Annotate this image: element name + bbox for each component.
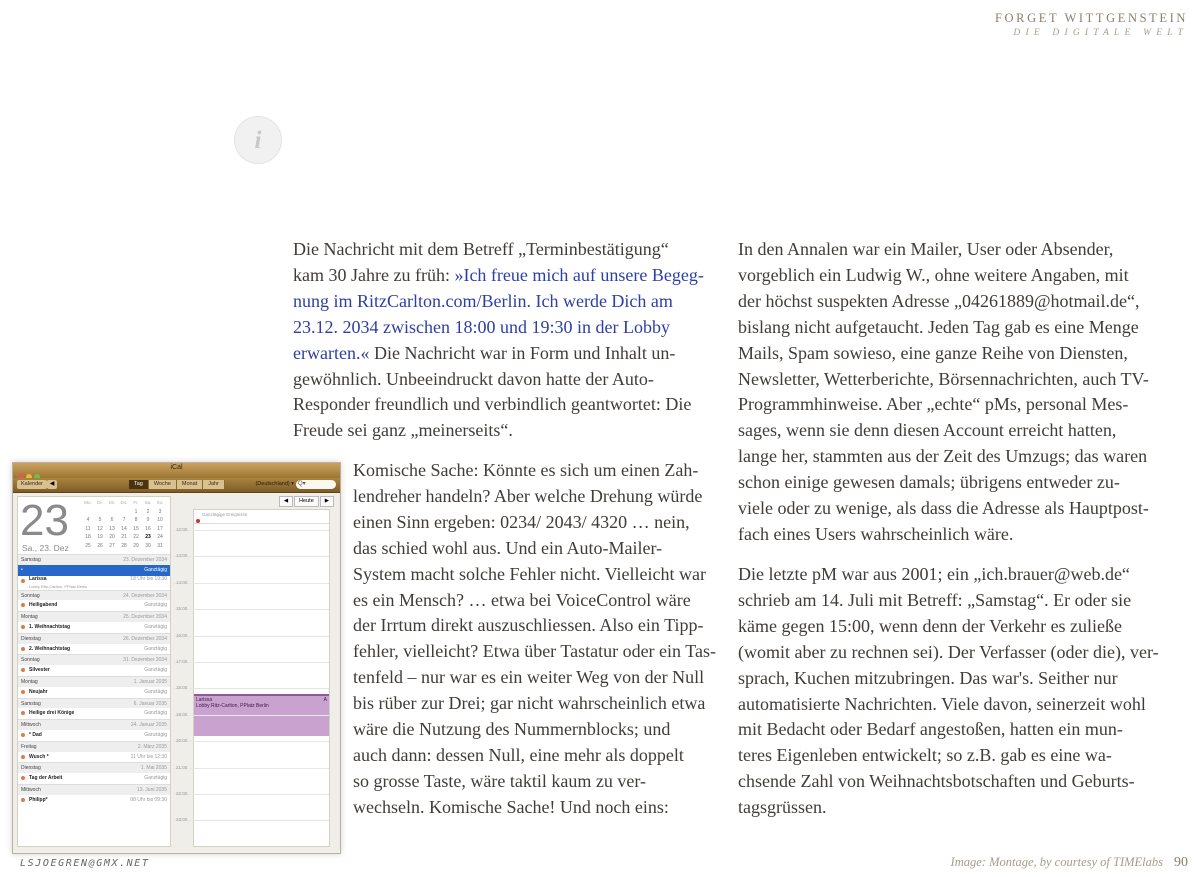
mini-calendar-day: 8 — [134, 517, 138, 524]
all-day-section — [194, 510, 329, 524]
event-date: 13. Juni 2035 — [136, 786, 167, 793]
event-date: Ganztägig — [144, 667, 167, 674]
mini-calendar-day: 19 — [97, 534, 103, 541]
mini-calendar-day: 17 — [157, 525, 163, 532]
weekday-label: Fr. — [133, 500, 139, 505]
hour-line — [174, 685, 329, 691]
mini-calendar-day: 20 — [109, 534, 115, 541]
event-day-header — [18, 676, 170, 687]
event-date: 25. Dezember 2034 — [123, 614, 167, 621]
event-row — [18, 795, 170, 806]
event-date: Ganztägig — [144, 710, 167, 717]
mini-calendar-day: 2 — [146, 508, 150, 515]
view-button-woche: Woche — [149, 480, 177, 489]
mini-calendar-day: 1 — [134, 508, 138, 515]
event-label: 2. Weihnachtstag — [29, 645, 71, 652]
event-day-header — [18, 762, 170, 773]
mini-calendar-day: 15 — [133, 525, 139, 532]
hour-label: 15:00 — [176, 606, 188, 612]
hour-label: 22:00 — [176, 791, 188, 796]
ical-day-panel — [173, 496, 336, 847]
hour-line — [174, 711, 329, 717]
event-row — [18, 600, 170, 611]
event-label: Heilige drei Könige — [29, 710, 75, 717]
hour-label: 17:00 — [176, 659, 188, 664]
event-label: Samstag — [21, 700, 41, 707]
hour-line — [174, 579, 329, 585]
mini-calendar-day: 10 — [157, 517, 163, 524]
view-button-monat: Monat — [177, 480, 203, 489]
event-day-header — [18, 698, 170, 709]
mini-calendar-week — [82, 508, 166, 517]
event-date: Ganztägig — [144, 645, 167, 652]
mini-calendar-day: 31 — [157, 542, 163, 549]
event-day-header — [18, 784, 170, 795]
big-date: 23 — [20, 496, 69, 545]
mini-calendar-day: 29 — [133, 542, 139, 549]
event-date: Ganztägig — [144, 602, 167, 609]
calendars-button: Kalender — [17, 480, 47, 489]
hour-label: 13:00 — [176, 553, 188, 559]
mini-calendar-week — [82, 533, 166, 542]
mini-calendar-day: 25 — [85, 542, 91, 549]
ical-titlebar — [13, 463, 340, 478]
event-date: 1. Januar 2035 — [133, 678, 167, 685]
paragraph-1-start: Die Nachricht mit dem Betreff „Terminbestätigung“ kam 30 Jahre zu früh: — [293, 239, 669, 285]
event-label: Dienstag — [21, 765, 41, 772]
event-bullet-icon — [21, 647, 25, 651]
author-email: LSJOEGREN@GMX.NET — [20, 858, 150, 869]
weekday-label: Do. — [120, 500, 128, 505]
hour-label: 12:00 — [176, 527, 188, 532]
hour-label: 18:00 — [176, 685, 188, 691]
event-label: • — [21, 566, 23, 573]
mini-calendar-day — [118, 508, 130, 517]
info-icon[interactable]: i — [234, 116, 282, 164]
weekday-label: Sa. — [144, 500, 152, 505]
event-label: Tag der Arbeit — [29, 775, 63, 782]
hour-line — [174, 553, 329, 559]
paragraph-3: In den Annalen war ein Mailer, User oder Absender, vorgeblich ein Ludwig W., ohne weitere Angaben, mit der höchst suspekten Adresse „04261889@hotmail.de“, bislang nicht aufgetaucht. Jeden Tag gab es eine Menge Mails, Spam sowieso, eine ganze Reihe von Diensten, Newsletter, Wetterberichte, Börsennachrichten, auch TV- Programmhinweise. Aber „echte“ pMs, personal Mes- sages, wenn sie denn diesen Account erreicht hatten, lange her, stammten aus der Zeit des Umzugs; das waren schon einige gewesen damals; übrigens entweder zu- viele oder zu wenige, als dass die Adresse als Hauptpost- fach eines Users wahrscheinlich wäre. — [738, 239, 1149, 544]
event-date: 18 Uhr bis 19:30 — [130, 575, 167, 582]
event-day-header — [18, 741, 170, 752]
event-date: Ganztägig — [144, 775, 167, 782]
event-day-header — [18, 633, 170, 644]
event-dot-icon — [196, 519, 200, 523]
mini-calendar — [82, 499, 166, 551]
mini-calendar-day — [82, 508, 94, 517]
event-day-header — [18, 654, 170, 665]
hour-line — [174, 659, 329, 664]
event-bullet-icon — [21, 755, 25, 759]
search-field: Q▾ — [296, 480, 336, 489]
mini-calendar-day: 21 — [121, 534, 127, 541]
event-location: Lobby Ritz-Carlton, PPlatz Berlin — [29, 583, 88, 589]
event-label: Wusch * — [29, 753, 49, 760]
mini-calendar-day: 9 — [146, 517, 150, 524]
hour-label: 20:00 — [176, 738, 188, 744]
weekday-label: Mo. — [84, 500, 92, 505]
mini-calendar-day: 24 — [157, 534, 163, 541]
mini-calendar-day: 28 — [121, 542, 127, 549]
hour-line — [174, 791, 329, 796]
event-label: Dienstag — [21, 635, 41, 642]
event-day-header — [18, 611, 170, 622]
event-bullet-icon — [21, 798, 25, 802]
event-label: Mittwoch — [21, 786, 41, 793]
event-bullet-icon — [21, 776, 25, 780]
weekday-label: Mi. — [109, 500, 115, 505]
mini-calendar-day: 16 — [145, 525, 151, 532]
view-button-jahr: Jahr — [203, 480, 225, 489]
event-label: Heiligabend — [29, 602, 58, 609]
event-label: Mittwoch — [21, 722, 41, 729]
book-subtitle: DIE DIGITALE WELT — [1013, 28, 1188, 38]
event-date: 23. Dezember 2034 — [123, 557, 167, 563]
appointment-location: Lobby Ritz-Carlton, PPlatz Berlin — [196, 703, 269, 709]
event-label: Sonntag — [21, 592, 40, 599]
event-label: Freitag — [21, 743, 37, 750]
hour-line — [174, 738, 329, 744]
hour-label: 23:00 — [176, 817, 188, 823]
hour-line — [174, 764, 329, 770]
event-date: 24. Januar 2035 — [130, 722, 167, 729]
hour-label: 14:00 — [176, 579, 188, 585]
event-label: 1. Weihnachtstag — [29, 623, 71, 630]
day-navigation — [278, 496, 334, 507]
image-credit: Image: Montage, by courtesy of TIMElabs — [950, 855, 1163, 869]
event-row — [18, 752, 170, 763]
event-date: 2. März 2035 — [137, 743, 167, 750]
mini-calendar-day: 12 — [97, 525, 103, 532]
next-day-icon: ▶ — [320, 496, 334, 507]
mini-calendar-day: 7 — [122, 517, 126, 524]
mini-calendar-day: 5 — [98, 517, 102, 524]
event-day-header — [18, 719, 170, 730]
event-date: 08 Uhr bis 09:30 — [130, 796, 167, 803]
all-day-label: Ganztägige Ereignisse — [202, 512, 248, 517]
appointment-mark: A — [323, 697, 327, 703]
mini-calendar-header — [82, 499, 166, 508]
event-label: Samstag — [21, 557, 41, 563]
event-date: Ganztägig — [144, 623, 167, 630]
event-row — [18, 644, 170, 655]
hour-line — [174, 817, 329, 823]
event-row — [18, 773, 170, 784]
event-row — [18, 576, 170, 590]
mini-calendar-day — [94, 508, 106, 517]
event-row — [18, 730, 170, 741]
event-date: 1. Mai 2035 — [140, 765, 167, 772]
paragraph-4: Die letzte pM war aus 2001; ein „ich.brauer@web.de“ schrieb am 14. Juli mit Betreff: „Samstag“. Er oder sie käme gegen 15:00, wenn denn der Verkehr es zuließe (womit aber zu rechnen sei). Der Verfasser (oder die), ver- sprach, Kuchen mitzubringen. Das war's. Seither nur automatisierte Nachrichten. Viele davon, seinerzeit wohl mit Bedacht oder Bedarf angestoßen, hatten ein mun- teres Eigenleben entwickelt; so z.B. gab es eine wa- chsende Zahl von Weihnachtsbotschaften und Geburts- tagsgrüssen. — [738, 564, 1159, 818]
hour-label: 19:00 — [176, 711, 188, 717]
event-bullet-icon — [21, 733, 25, 737]
event-date: Ganztägig — [144, 566, 167, 573]
paragraph-1-end: Die Nachricht war in Form und Inhalt un- gewöhnlich. Unbeeindruckt davon hatte der Auto- Responder freundlich und verbindlich geantwortet: Die Freude sei ganz „meinerseits“. — [293, 342, 692, 441]
event-label: Silvester — [29, 667, 50, 674]
mini-calendar-day: 11 — [85, 525, 91, 532]
paragraph-2: Komische Sache: Könnte es sich um einen Zah- lendreher handeln? Aber welche Drehung würde einen Sinn ergeben: 0234/ 2043/ 4320 … nein, das schied wohl aus. Und ein Auto-Mailer- System macht solche Fehler nicht. Vielleicht war es ein Mensch? … etwa bei VoiceControl wäre der Irrtum direkt auszuschliessen. Also ein Tipp- fehler, vielleicht? Etwa über Tastatur oder ein Tas- tenfeld – nur war es ein weiter Weg von der Null bis rüber zur Drei; gar nicht wahrscheinlich etwa wäre die Nutzung des Nummernblocks; und auch dann: dessen Null, eine mehr als doppelt so grosse Taste, wäre taktil kaum zu ver- wechseln. Komische Sache! Und noch eins: — [353, 460, 716, 817]
appointment-title: Larissa — [196, 697, 213, 703]
big-date-label: Sa., 23. Dez — [22, 543, 69, 553]
event-label: Larissa — [29, 575, 47, 582]
event-date: 6. Januar 2035 — [133, 700, 167, 707]
event-label: Neujahr — [29, 688, 48, 695]
back-arrow-icon: ◀ — [47, 480, 57, 489]
event-label: Montag — [21, 678, 38, 685]
event-date: 11 Uhr bis 12:30 — [130, 753, 167, 760]
paragraph-1 — [293, 237, 723, 444]
mini-calendar-day: 13 — [109, 525, 115, 532]
mini-calendar-day: 6 — [110, 517, 114, 524]
view-button-tag: Tag — [129, 480, 149, 489]
mini-calendar-day: 22 — [133, 534, 139, 541]
weekday-label: Di. — [97, 500, 103, 505]
country-selector: (Deutschland) ▾ — [255, 481, 294, 487]
mini-calendar-day: 4 — [86, 517, 90, 524]
mini-calendar-day: 23 — [145, 534, 151, 541]
hour-line — [174, 632, 329, 638]
mini-calendar-day: 18 — [85, 534, 91, 541]
hour-line — [174, 527, 329, 532]
event-day-header — [18, 554, 170, 565]
mini-calendar-day: 3 — [158, 508, 162, 515]
hour-label: 16:00 — [176, 632, 188, 638]
event-day-header — [18, 590, 170, 601]
day-view — [176, 509, 330, 847]
event-row — [18, 622, 170, 633]
mini-calendar-week — [82, 542, 166, 551]
mini-calendar-week — [82, 516, 166, 525]
mini-calendar-day: 14 — [121, 525, 127, 532]
mini-calendar-day: 30 — [145, 542, 151, 549]
event-label: * Dad — [29, 731, 42, 738]
event-bullet-icon — [21, 711, 25, 715]
weekday-label: So. — [156, 500, 164, 505]
event-date: 26. Dezember 2034 — [123, 635, 167, 642]
mini-calendar-day: 27 — [109, 542, 115, 549]
prev-day-icon: ◀ — [279, 496, 293, 507]
hour-line — [174, 606, 329, 612]
event-row — [18, 665, 170, 676]
event-bullet-icon — [21, 668, 25, 672]
event-list — [18, 554, 170, 806]
event-date: Ganztägig — [144, 731, 167, 738]
event-date: 24. Dezember 2034 — [123, 592, 167, 599]
event-label: Montag — [21, 614, 38, 621]
page-number: 90 — [1174, 855, 1188, 870]
ical-screenshot — [12, 462, 341, 854]
event-row — [18, 687, 170, 698]
hour-label: 21:00 — [176, 764, 188, 770]
event-row — [18, 565, 170, 576]
today-button: Heute — [294, 496, 319, 507]
book-title: FORGET WITTGENSTEIN — [994, 11, 1188, 25]
view-switcher — [129, 480, 225, 489]
mini-calendar-week — [82, 525, 166, 534]
event-bullet-icon — [21, 690, 25, 694]
event-label: Sonntag — [21, 657, 40, 664]
event-bullet-icon — [21, 603, 25, 607]
mini-calendar-day — [106, 508, 118, 517]
event-bullet-icon — [21, 579, 25, 583]
event-label: Philipp* — [29, 796, 48, 803]
event-bullet-icon — [21, 625, 25, 629]
ical-list-panel — [17, 496, 171, 847]
mini-calendar-day: 26 — [97, 542, 103, 549]
event-row — [18, 708, 170, 719]
event-date: Ganztägig — [144, 688, 167, 695]
ical-window-title: iCal — [170, 464, 183, 471]
quoted-message: »Ich freue mich auf unsere Begeg- nung im RitzCarlton.com/Berlin. Ich werde Dich am 23.12. 2034 zwischen 18:00 und 19:30 in der Lobby erwarten.« — [293, 264, 704, 363]
event-date: 31. Dezember 2034 — [123, 657, 167, 664]
ical-toolbar — [13, 478, 340, 493]
